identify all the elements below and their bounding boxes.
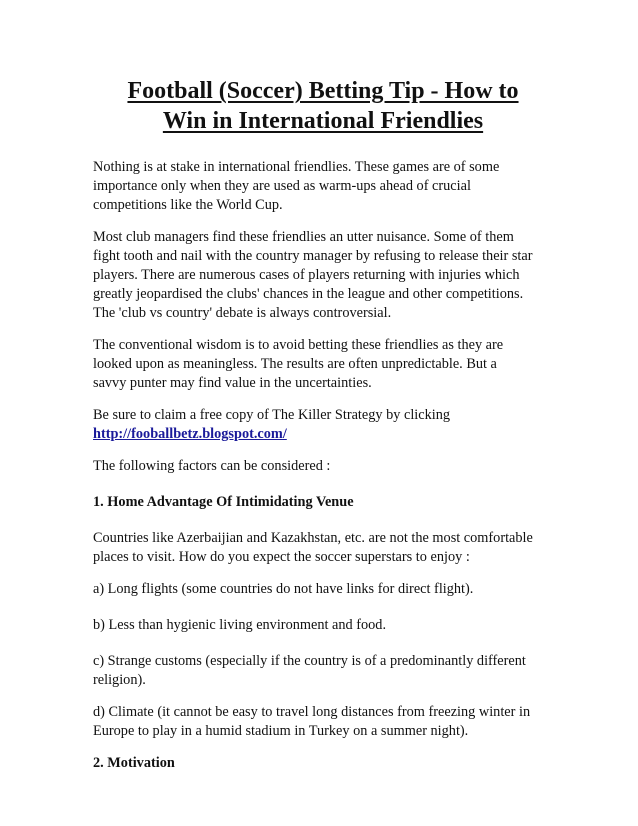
- text-line: Most club managers find these friendlies an utter nuisance. Some of them: [93, 229, 514, 245]
- document-title: [93, 76, 553, 136]
- paragraph-club-managers: [93, 228, 553, 323]
- paragraph-countries: [93, 529, 553, 567]
- list-item-b: b) Less than hygienic living environment and food.: [93, 617, 387, 633]
- text-line: players. There are numerous cases of players returning with injuries which: [93, 267, 520, 283]
- paragraph-factors: The following factors can be considered :: [93, 458, 331, 474]
- text-line: savvy punter may find value in the uncertainties.: [93, 375, 372, 391]
- document-page: [93, 76, 553, 786]
- title-line-1: Football (Soccer) Betting Tip - How to: [127, 78, 519, 104]
- paragraph-intro: [93, 158, 553, 215]
- paragraph-conventional-wisdom: [93, 336, 553, 393]
- text-line: d) Climate (it cannot be easy to travel long distances from freezing winter in: [93, 704, 531, 720]
- list-item-c: [93, 652, 553, 690]
- text-line: c) Strange customs (especially if the country is of a predominantly different: [93, 653, 526, 669]
- text-line: Europe to play in a humid stadium in Turkey on a summer night).: [93, 723, 469, 739]
- paragraph-free-copy: [93, 406, 553, 444]
- text-line: The conventional wisdom is to avoid betting these friendlies as they are: [93, 337, 504, 353]
- list-item-a: a) Long flights (some countries do not have links for direct flight).: [93, 581, 474, 597]
- text-line: importance only when they are used as warm-ups ahead of crucial: [93, 178, 471, 194]
- text-line: Nothing is at stake in international friendlies. These games are of some: [93, 159, 500, 175]
- title-line-2: Win in International Friendlies: [162, 108, 484, 134]
- text-line: The 'club vs country' debate is always controversial.: [93, 305, 392, 321]
- heading-home-advantage: 1. Home Advantage Of Intimidating Venue: [93, 494, 354, 510]
- text-line: places to visit. How do you expect the soccer superstars to enjoy :: [93, 549, 470, 565]
- text-line: fight tooth and nail with the country manager by refusing to release their star: [93, 248, 533, 264]
- blog-link[interactable]: http://fooballbetz.blogspot.com/: [93, 426, 287, 442]
- text-line: competitions like the World Cup.: [93, 197, 283, 213]
- text-line: religion).: [93, 672, 146, 688]
- text-line: Be sure to claim a free copy of The Killer Strategy by clicking: [93, 407, 451, 423]
- heading-motivation: 2. Motivation: [93, 755, 175, 771]
- list-item-d: [93, 703, 553, 741]
- text-line: greatly jeopardised the clubs' chances in the league and other competitions.: [93, 286, 524, 302]
- text-line: looked upon as meaningless. The results are often unpredictable. But a: [93, 356, 497, 372]
- text-line: Countries like Azerbaijian and Kazakhstan, etc. are not the most comfortable: [93, 530, 533, 546]
